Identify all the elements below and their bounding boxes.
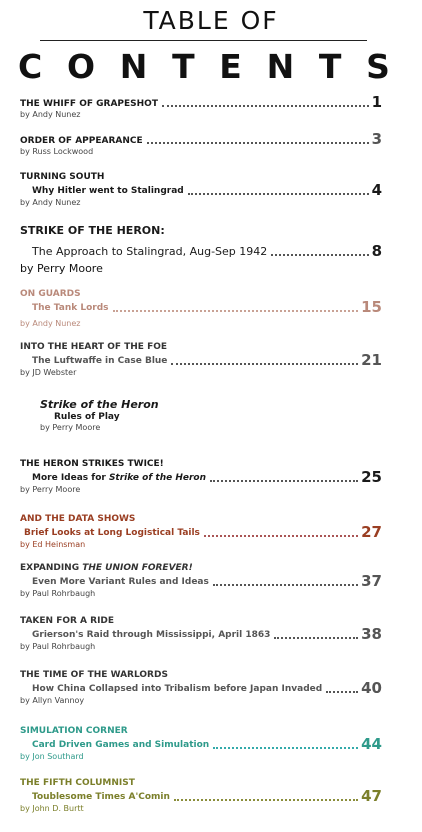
toc-entry[interactable] [40,398,340,433]
page-number: 47 [361,787,382,805]
entry-author: by Paul Rohrbaugh [20,642,96,651]
title-text: EXPANDING [20,563,83,573]
toc-entry[interactable] [20,616,382,652]
toc-entry[interactable] [20,289,382,329]
page-number: 25 [361,468,382,486]
page-number: 40 [361,679,382,697]
dot-leader [204,535,358,537]
entry-author: by John D. Burtt [20,804,84,813]
entry-subtitle: The Luftwaffe in Case Blue [32,356,168,366]
dot-leader [213,747,358,749]
header-divider [40,40,367,41]
entry-author: by Perry Moore [20,485,81,494]
page-number: 27 [361,523,382,541]
dot-leader [147,142,369,144]
entry-title: TAKEN FOR A RIDE [20,616,115,626]
subtitle-italic: Strike of the Heron [108,473,207,483]
toc-entry[interactable] [20,563,382,599]
entry-author: by Andy Nunez [20,198,81,207]
entry-title: STRIKE OF THE HERON: [20,224,165,237]
entry-author: by Perry Moore [20,262,103,275]
entry-author: by Perry Moore [40,423,101,432]
entry-author: by Andy Nunez [20,110,81,119]
subtitle-text: More Ideas for [32,473,109,483]
toc-entry[interactable] [20,778,382,814]
page-number: 1 [371,93,382,111]
header-contents [18,47,390,86]
page-number: 21 [361,351,382,369]
entry-subtitle: The Tank Lords [32,303,109,313]
toc-entry[interactable] [20,132,382,157]
header-letter: T [318,47,342,86]
dot-leader [271,254,368,256]
title-italic: THE UNION FOREVER! [82,563,193,573]
entry-author: by Allyn Vannoy [20,696,85,705]
entry-subtitle: Toublesome Times A'Comin [32,792,170,802]
entry-author: by Jon Southard [20,752,84,761]
entry-title: THE WHIFF OF GRAPESHOT [20,99,158,109]
header-letter: T [172,47,195,86]
entry-subtitle: Why Hitler went to Stalingrad [32,186,184,196]
page-number: 37 [361,572,382,590]
page-number: 15 [361,298,382,316]
dot-leader [210,480,358,482]
page-number: 3 [371,130,382,148]
toc-entry[interactable] [20,726,382,762]
entry-title: Strike of the Heron [40,398,159,411]
entry-author: by Ed Heinsman [20,540,86,549]
entry-subtitle: Grierson's Raid through Mississippi, April 1863 [32,630,271,640]
header-letter: N [266,47,295,86]
toc-entry[interactable] [20,172,382,208]
toc-entry[interactable] [20,95,382,120]
entry-subtitle: Even More Variant Rules and Ideas [32,577,209,587]
entry-subtitle [20,471,206,485]
entry-author: by Paul Rohrbaugh [20,589,96,598]
dot-leader [326,691,358,693]
header-letter: O [66,47,95,86]
page-number: 4 [371,181,382,199]
dot-leader [171,363,358,365]
toc-entry[interactable] [20,670,382,706]
entry-title: THE HERON STRIKES TWICE! [20,459,164,469]
dot-leader [213,584,358,586]
toc-entry[interactable] [20,224,382,276]
entry-subtitle: The Approach to Stalingrad, Aug-Sep 1942 [32,245,268,258]
entry-author: by Russ Lockwood [20,147,94,156]
dot-leader [188,193,369,195]
dot-leader [162,105,369,107]
entry-subtitle: Rules of Play [54,412,120,422]
entry-title: TURNING SOUTH [20,172,105,182]
entry-author: by Andy Nunez [20,319,81,328]
entry-title: ON GUARDS [20,289,81,299]
entry-author: by JD Webster [20,368,77,377]
entry-title: ORDER OF APPEARANCE [20,136,143,146]
header-letter: E [219,47,242,86]
entry-subtitle: Card Driven Games and Simulation [32,740,210,750]
dot-leader [174,799,358,801]
toc-entry[interactable] [20,459,382,495]
dot-leader [113,310,359,312]
toc-entry[interactable] [20,514,382,550]
entry-title: THE TIME OF THE WARLORDS [20,670,168,680]
page-number: 44 [361,735,382,753]
toc-entry[interactable] [20,342,382,378]
header-letter: S [366,47,390,86]
page-number: 8 [371,242,382,260]
header-letter: C [18,47,43,86]
entry-title [20,563,382,574]
entry-subtitle: How China Collapsed into Tribalism before Japan Invaded [32,684,323,694]
page-number: 38 [361,625,382,643]
entry-title: INTO THE HEART OF THE FOE [20,342,168,352]
header-letter: N [119,47,148,86]
header-line-1: TABLE OF [143,6,279,35]
entry-title: AND THE DATA SHOWS [20,514,136,524]
dot-leader [274,637,358,639]
entry-subtitle: Brief Looks at Long Logistical Tails [24,528,200,538]
entry-title: THE FIFTH COLUMNIST [20,778,135,788]
entry-title: SIMULATION CORNER [20,726,128,736]
